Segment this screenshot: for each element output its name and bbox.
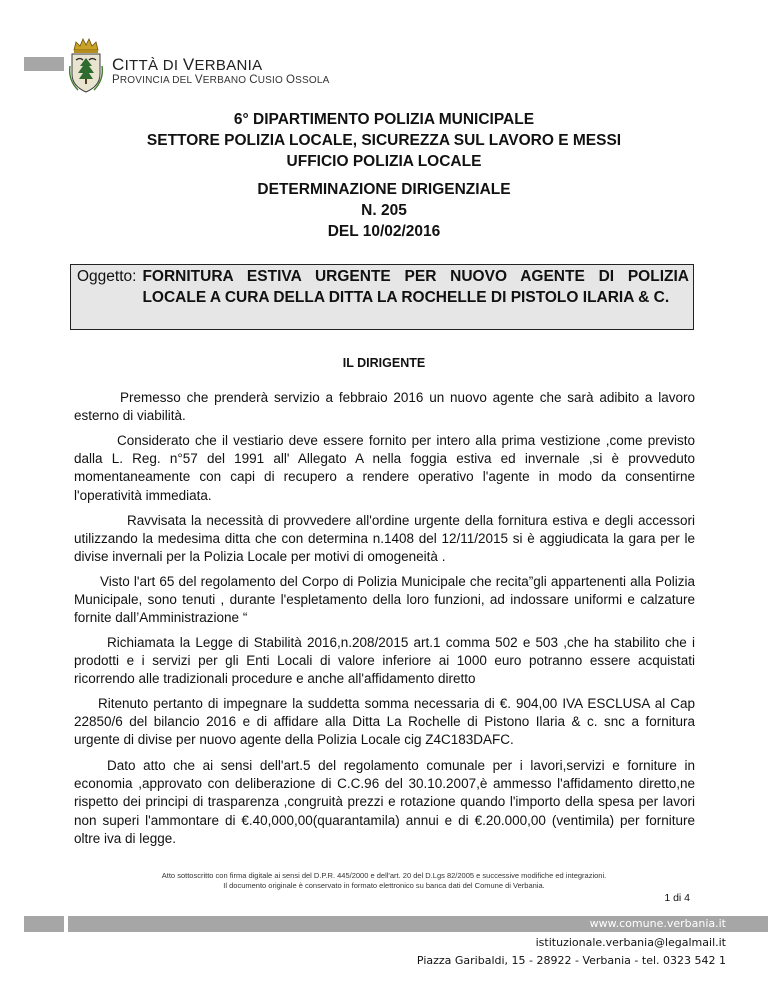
paragraph: Premesso che prenderà servizio a febbraio 2016 un nuovo agente che sarà adibito a lavoro esterno di viabilità.: [74, 390, 695, 424]
paragraph: Ravvisata la necessità di provvedere all'ordine urgente della fornitura estiva e degli accessori utilizzando la medesima ditta che con determina n.1408 del 12/11/2015 si è aggiudicata la gara per le divise invernali per la Polizia Locale per motivi di omogeneità .: [74, 513, 695, 565]
city-name-part: ITTÀ DI: [124, 57, 183, 74]
city-name-initial: V: [182, 55, 195, 74]
department-line: SETTORE POLIZIA LOCALE, SICUREZZA SUL LAVORO E MESSI: [146, 132, 622, 149]
header-grey-marker: [24, 57, 64, 71]
province-name: [112, 74, 329, 86]
subject-box: [70, 264, 694, 330]
province-part: SSOLA: [295, 75, 330, 86]
city-name-initial: C: [112, 55, 125, 74]
section-heading: IL DIRIGENTE: [342, 356, 426, 370]
province-part: C: [249, 74, 258, 86]
province-part: ERBANO: [202, 75, 250, 86]
paragraph: Considerato che il vestiario deve essere fornito per intero alla prima vestizione ,come previsto dalla L. Reg. n°57 del 1991 all' Allegato A nella foggia estiva ed invernale ,si è provveduto momentaneamente con capi di recupero a rendere operativo l'agente in modo da consentirne l'operatività immediata.: [74, 433, 695, 503]
paragraph: Ritenuto pertanto di impegnare la suddetta somma necessaria di €. 904,00 IVA ESCLUSA al Cap 22850/6 del bilancio 2016 e di affidare alla Ditta La Rochelle di Pistono Ilaria & c. snc a fornitura urgente di divise per nuovo agente della Polizia Locale cig Z4C183DAFC.: [74, 696, 695, 748]
province-part: P: [112, 74, 120, 86]
subject-label: Oggetto:: [77, 268, 137, 285]
signature-note-line: Atto sottoscritto con firma digitale ai sensi del D.P.R. 445/2000 e dell'art. 20 del D.Lgs 82/2005 e successive modifiche ed integrazioni.: [161, 871, 607, 880]
signature-note-line: Il documento originale è conservato in formato elettronico su banca dati del Comune di Verbania.: [223, 881, 545, 890]
signature-note: [0, 871, 768, 891]
determination-date: DEL 10/02/2016: [327, 223, 441, 240]
city-name: [112, 55, 262, 75]
province-part: V: [194, 74, 203, 86]
determination-number: N. 205: [361, 202, 407, 219]
subject-text: FORNITURA ESTIVA URGENTE PER NUOVO AGENTE DI POLIZIA LOCALE A CURA DELLA DITTA LA ROCHELLE DI PISTOLO ILARIA & C.: [142, 268, 689, 306]
determination-heading: [0, 179, 768, 242]
city-name-part: ERBANIA: [194, 57, 263, 74]
pec-email-link[interactable]: istituzionale.verbania@legalmail.it: [535, 936, 726, 949]
paragraph: Visto l'art 65 del regolamento del Corpo di Polizia Municipale che recita”gli appartenenti alla Polizia Municipale, sono tenuti , durante l'espletamento della loro funzioni, ad indossare uniformi e calzature fornite dall’Amministrazione “: [74, 574, 695, 626]
province-part: O: [285, 74, 296, 86]
footer-grey-marker: [24, 916, 64, 932]
website-link[interactable]: www.comune.verbania.it: [589, 917, 726, 930]
department-line: 6° DIPARTIMENTO POLIZIA MUNICIPALE: [233, 111, 535, 128]
province-part: ROVINCIA DEL: [119, 75, 195, 86]
department-line: UFFICIO POLIZIA LOCALE: [286, 153, 482, 170]
province-part: USIO: [257, 75, 286, 86]
office-address: Piazza Garibaldi, 15 - 28922 - Verbania - tel. 0323 542 1: [416, 954, 726, 967]
paragraph: Richiamata la Legge di Stabilità 2016,n.208/2015 art.1 comma 502 e 503 ,che ha stabilito che i prodotti e i servizi per gli Enti Locali di valore inferiore ai 1000 euro potranno essere acquistati ricorrendo alle tradizionali procedure e anche all'affidamento diretto: [74, 635, 695, 687]
paragraph: Dato atto che ai sensi dell'art.5 del regolamento comunale per i lavori,servizi e forniture in economia ,approvato con deliberazione di C.C.96 del 30.10.2007,è ammesso l'affidamento diretto,ne rispetto dei principi di trasparenza ,congruità prezzi e rotazione quando l'importo della spesa per lavori non superi l'ammontare di €.40,000,00(quarantamila) annui e di €.20.000,00 (ventimila) per forniture oltre iva di legge.: [74, 758, 695, 846]
page-number: 1 di 4: [664, 892, 690, 904]
determination-title: DETERMINAZIONE DIRIGENZIALE: [257, 181, 511, 198]
city-crest-icon: [66, 36, 106, 94]
department-heading: [0, 109, 768, 172]
